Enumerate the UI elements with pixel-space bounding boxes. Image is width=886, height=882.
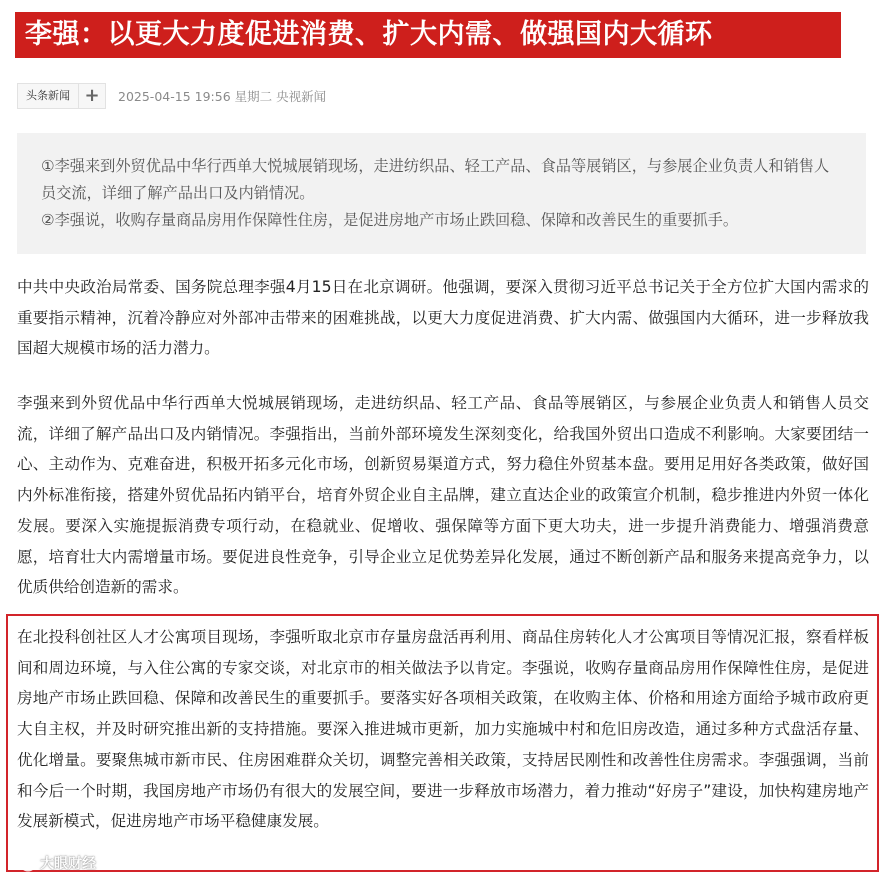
body-paragraph-3: 在北投科创社区人才公寓项目现场，李强听取北京市存量房盘活再利用、商品住房转化人才公寓项目等情况汇报，察看样板间和周边环境，与入住公寓的专家交谈，对北京市的相关做法予以肯定。李强说，收购存量商品房用作保障性住房，是促进房地产市场止跌回稳、保障和改善民生的重要抓手。要落实好各项相关政策，在收购主体、价格和用途方面给予城市政府更大自主权，并及时研究推出新的支持措施。要深入推进城市更新，加力实施城中村和危旧房改造，通过多种方式盘活存量、优化增量。要聚焦城市新市民、住房困难群众关切，调整完善相关政策，支持居民刚性和改善性住房需求。李强强调，当前和今后一个时期，我国房地产市场仍有很大的发展空间，要进一步释放市场潜力，着力推动“好房子”建设，加快构建房地产发展新模式，促进房地产市场平稳健康发展。 (17, 628, 869, 831)
body-paragraph-1: 中共中央政治局常委、国务院总理李强4月15日在北京调研。他强调，要深入贯彻习近平总书记关于全方位扩大国内需求的重要指示精神，沉着冷静应对外部冲击带来的困难挑战，以更大力度促进消费、扩大内需、做强国内大循环，进一步释放我国超大规模市场的活力潜力。 (17, 278, 869, 358)
plus-icon[interactable]: + (78, 84, 105, 108)
article-summary (17, 133, 866, 254)
category-tag[interactable] (17, 83, 106, 109)
highlighted-paragraph-box (6, 614, 879, 872)
summary-point-2: ②李强说，收购存量商品房用作保障性住房，是促进房地产市场止跌回稳、保障和改善民生的重要抓手。 (41, 211, 739, 229)
category-tag-label: 头条新闻 (26, 89, 70, 102)
watermark-logo-icon (19, 854, 37, 872)
publish-info: 2025-04-15 19:56 星期二 央视新闻 (118, 89, 327, 104)
body-paragraph-2: 李强来到外贸优品中华行西单大悦城展销现场，走进纺织品、轻工产品、食品等展销区，与参展企业负责人和销售人员交流，详细了解产品出口及内销情况。李强指出，当前外部环境发生深刻变化，给我国外贸出口造成不利影响。大家要团结一心、主动作为、克难奋进，积极开拓多元化市场，创新贸易渠道方式，努力稳住外贸基本盘。要用足用好各类政策，做好国内外标准衔接，搭建外贸优品拓内销平台，培育外贸企业自主品牌，建立直达企业的政策宣介机制，稳步推进内外贸一体化发展。要深入实施提振消费专项行动，在稳就业、促增收、强保障等方面下更大功夫，进一步提升消费能力、增强消费意愿，培育壮大内需增量市场。要促进良性竞争，引导企业立足优势差异化发展，通过不断创新产品和服务来提高竞争力，以优质供给创造新的需求。 (17, 394, 869, 597)
summary-point-1: ①李强来到外贸优品中华行西单大悦城展销现场，走进纺织品、轻工产品、食品等展销区，与参展企业负责人和销售人员交流，详细了解产品出口及内销情况。 (41, 157, 830, 202)
watermark (19, 853, 96, 873)
article-headline: 李强：以更大力度促进消费、扩大内需、做强国内大循环 (15, 12, 841, 58)
watermark-text: 大眼财经 (40, 856, 96, 872)
article-meta (17, 83, 326, 109)
